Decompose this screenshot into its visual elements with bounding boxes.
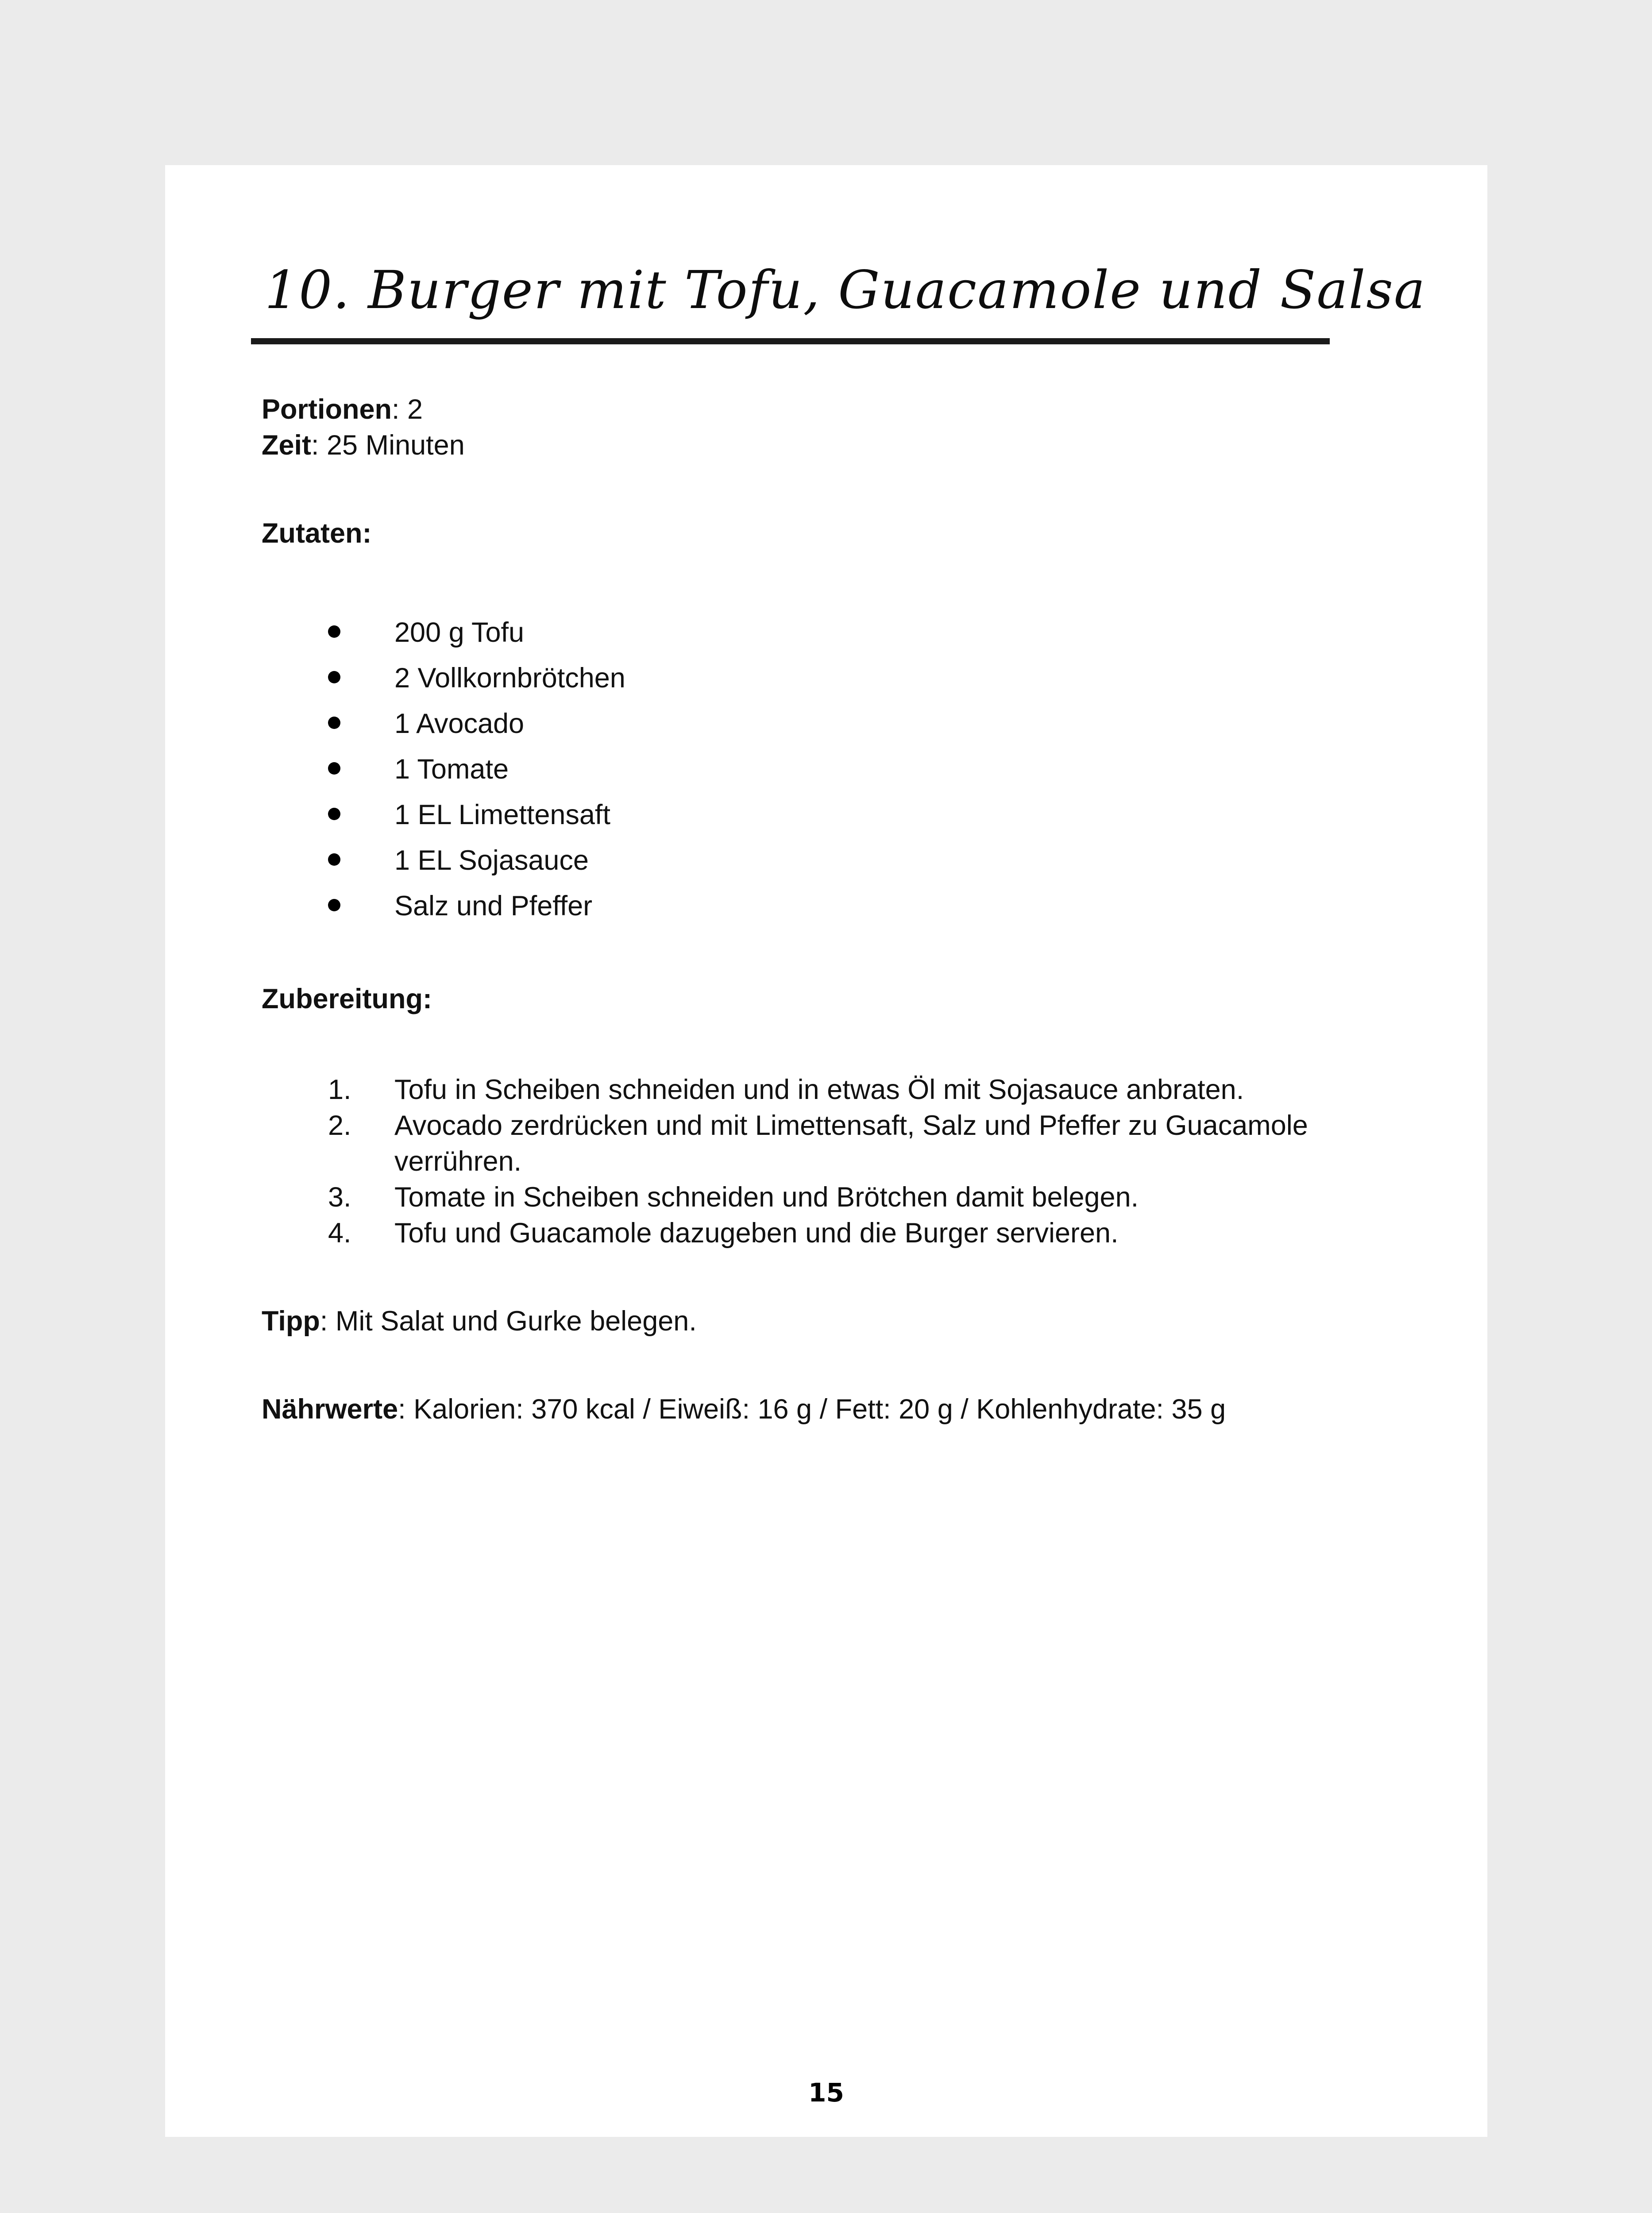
page-number: 15 (808, 2078, 844, 2108)
preparation-steps (262, 1072, 1404, 1251)
recipe-title: 10. Burger mit Tofu, Guacamole und Salsa (265, 259, 1426, 320)
step-item (262, 1180, 1404, 1215)
step-item (262, 1215, 1404, 1251)
servings-line (262, 392, 1404, 428)
recipe-content (262, 392, 1404, 1427)
servings-label: Portionen (262, 394, 392, 425)
tip-label: Tipp (262, 1306, 320, 1337)
nutrition-value: : Kalorien: 370 kcal / Eiweiß: 16 g / Fett: 20 g / Kohlenhydrate: 35 g (398, 1394, 1226, 1425)
ingredient-text: 1 Avocado (394, 708, 525, 739)
time-label: Zeit (262, 430, 312, 461)
tip-value: : Mit Salat und Gurke belegen. (320, 1306, 697, 1337)
document-page (165, 165, 1487, 2137)
ingredient-item (262, 747, 1404, 792)
bullet-icon (328, 625, 340, 638)
step-text: Tomate in Scheiben schneiden und Brötchen damit belegen. (394, 1182, 1139, 1213)
ingredient-item (262, 655, 1404, 701)
step-item (262, 1072, 1404, 1108)
nutrition-label: Nährwerte (262, 1394, 398, 1425)
ingredient-text: Salz und Pfeffer (394, 891, 593, 921)
time-line (262, 428, 1404, 463)
bullet-icon (328, 899, 340, 911)
ingredient-item (262, 610, 1404, 655)
step-text: Tofu in Scheiben schneiden und in etwas Öl mit Sojasauce anbraten. (394, 1074, 1244, 1105)
ingredient-item (262, 792, 1404, 838)
step-number: 2. (328, 1110, 351, 1141)
servings-value: : 2 (392, 394, 423, 425)
bullet-icon (328, 762, 340, 775)
ingredient-item (262, 701, 1404, 747)
bullet-icon (328, 808, 340, 820)
ingredient-text: 2 Vollkornbrötchen (394, 663, 625, 694)
ingredient-text: 1 Tomate (394, 754, 509, 785)
nutrition-line (262, 1392, 1404, 1427)
ingredients-heading: Zutaten: (262, 518, 372, 549)
step-number: 1. (328, 1074, 351, 1105)
bullet-icon (328, 717, 340, 729)
ingredient-text: 200 g Tofu (394, 617, 525, 648)
ingredients-list (262, 610, 1404, 929)
ingredient-item (262, 883, 1404, 929)
step-text: Avocado zerdrücken und mit Limettensaft, Salz und Pfeffer zu Guacamole verrühren. (394, 1110, 1308, 1177)
tip-line (262, 1303, 1404, 1339)
ingredient-text: 1 EL Limettensaft (394, 799, 610, 830)
time-value: : 25 Minuten (311, 430, 465, 461)
bullet-icon (328, 671, 340, 683)
step-number: 3. (328, 1182, 351, 1213)
ingredient-item (262, 838, 1404, 883)
title-underline (251, 338, 1330, 344)
step-text: Tofu und Guacamole dazugeben und die Burger servieren. (394, 1218, 1119, 1249)
step-number: 4. (328, 1218, 351, 1249)
ingredient-text: 1 EL Sojasauce (394, 845, 589, 876)
step-item (262, 1108, 1404, 1180)
bullet-icon (328, 853, 340, 866)
preparation-heading: Zubereitung: (262, 983, 432, 1014)
